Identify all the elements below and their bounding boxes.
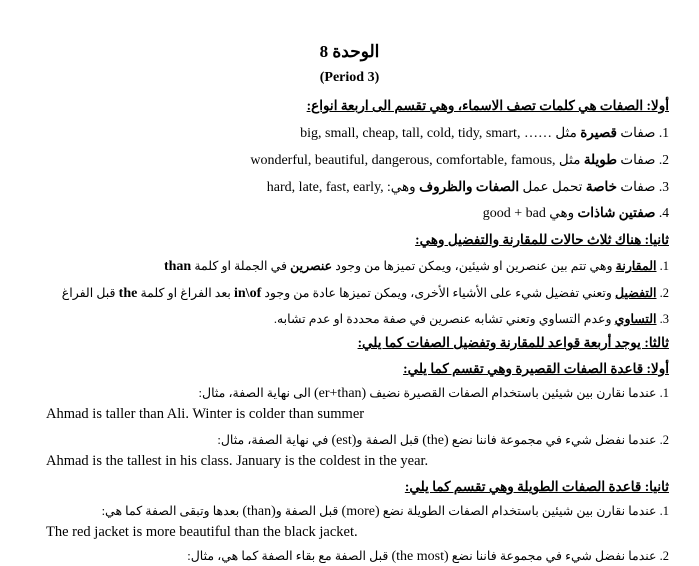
case-superlative: 2. التفضيل وتعني تفضيل شيء على الأشياء الأخرى، ويمكن تميزها عادة من وجود in\of بعد الفراغ او كلمة the قبل الفراغ — [61, 286, 669, 301]
example-2: Ahmad is the tallest in his class. January is the coldest in the year. — [46, 453, 429, 469]
section-3-heading: ثالثا: يوجد أربعة قواعد للمقارنة وتفضيل الصفات كما يلي: — [357, 335, 669, 350]
case-equality: 3. التساوي وعدم التساوي وتعني تشابه عنصرين في صفة محددة او عدم تشابه. — [273, 312, 669, 326]
section-2-heading: ثانيا: هناك ثلاث حالات للمقارنة والتفضيل وهي: — [415, 232, 669, 247]
case-comparison: 1. المقارنة وهي تتم بين عنصرين او شيئين، ويمكن تميزها من وجود عنصرين في الجملة او كلمة than — [163, 259, 669, 274]
short-adj-rule-1: 1. عندما نقارن بين شيئين باستخدام الصفات القصيرة نضيف (er+than) الى نهاية الصفة، مثال: — [198, 386, 669, 401]
period-label: (Period 3) — [319, 70, 380, 85]
adj-type-special: 3. صفات خاصة تحمل عمل الصفات والظروف وهي: hard, late, fast, early, — [266, 179, 669, 195]
example-1: Ahmad is taller than Ali. Winter is colder than summer — [46, 406, 365, 422]
long-adj-rule-heading: ثانيا: قاعدة الصفات الطويلة وهي تقسم كما يلي: — [404, 479, 669, 494]
long-adj-rule-2: 2. عندما نفضل شيء في مجموعة فاننا نضع (the most) قبل الصفة مع بقاء الصفة كما هي، مثال: — [187, 549, 669, 564]
adj-type-long: 2. صفات طويلة مثل wonderful, beautiful, dangerous, comfortable, famous, — [250, 152, 669, 168]
unit-title: الوحدة 8 — [319, 42, 380, 61]
short-adj-rule-heading: أولا: قاعدة الصفات القصيرة وهي تقسم كما يلي: — [403, 361, 669, 376]
adj-type-short: 1. صفات قصيرة مثل big, small, cheap, tall, cold, tidy, smart, …… — [300, 125, 669, 141]
short-adj-rule-2: 2. عندما نفضل شيء في مجموعة فاننا نضع (the) قبل الصفة و(est) في نهاية الصفة، مثال: — [217, 433, 669, 448]
section-1-heading: أولا: الصفات هي كلمات تصف الاسماء، وهي تقسم الى اربعة انواع: — [306, 98, 669, 113]
adj-type-irregular: 4. صفتين شاذات وهي good + bad — [482, 205, 669, 221]
example-3: The red jacket is more beautiful than the black jacket. — [46, 524, 358, 540]
long-adj-rule-1: 1. عندما نقارن بين شيئين باستخدام الصفات الطويلة نضع (more) قبل الصفة و(than) بعدها وتبقى الصفة كما هي: — [101, 504, 669, 519]
